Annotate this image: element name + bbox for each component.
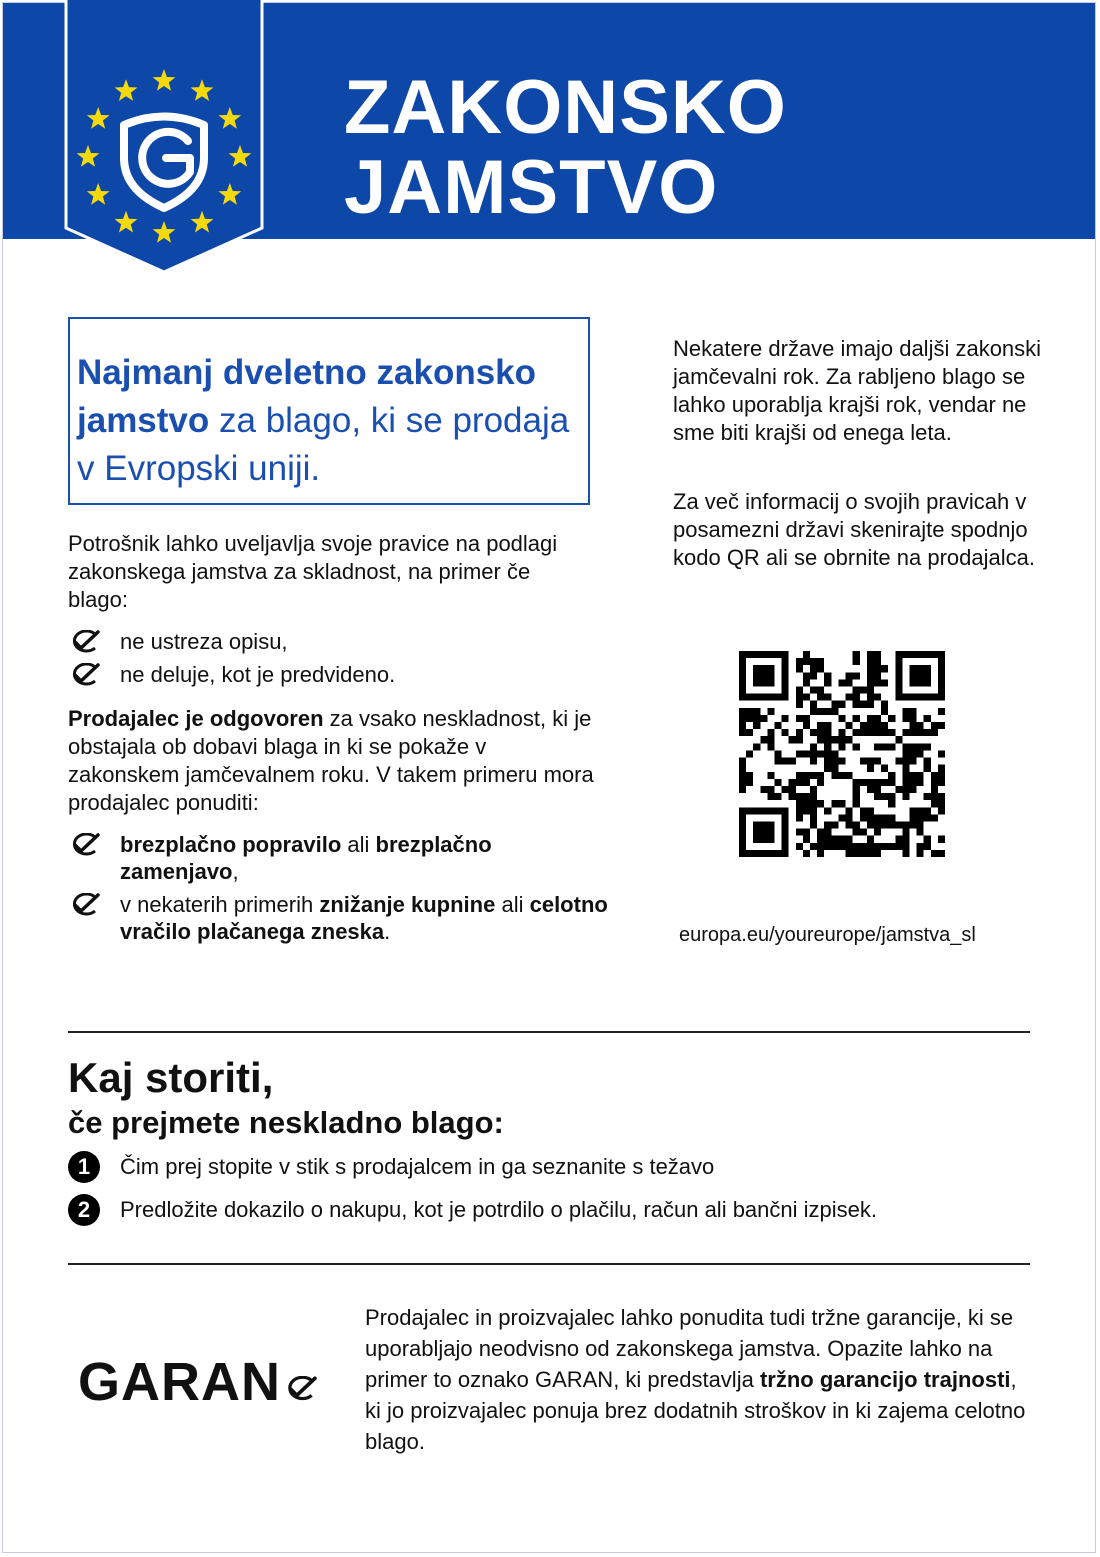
- remedy-2-bold-b: celotno vračilo plačanega zneska: [120, 892, 608, 944]
- list-item: [68, 1193, 877, 1227]
- list-item: [68, 1150, 877, 1184]
- seller-paragraph: [68, 705, 598, 817]
- step-number-1-icon: 1: [68, 1151, 100, 1183]
- intro-paragraph: Potrošnik lahko uveljavlja svoje pravice na podlagi zakonskega jamstva za skladnost, na primer če blago:: [68, 531, 558, 612]
- remedy-1-mid: ali: [341, 832, 376, 857]
- page-title: [344, 65, 787, 230]
- remedy-2-mid: ali: [495, 892, 530, 917]
- garan-paragraph: [365, 1302, 1035, 1457]
- page-title-line-2: JAMSTVO: [344, 145, 719, 230]
- step-text-2: Predložite dokazilo o nakupu, kot je potrdilo o plačilu, račun ali bančni izpisek.: [120, 1197, 877, 1222]
- highlight-box: [68, 317, 590, 505]
- remedies-list: [68, 831, 608, 951]
- highlight-rest: za blago, ki se prodaja v Evropski uniji.: [77, 401, 570, 488]
- list-item: [68, 628, 608, 655]
- remedy-2-pre: v nekaterih primerih: [120, 892, 320, 917]
- right-paragraph-1: Nekatere države imajo daljši zakonski jamčevalni rok. Za rabljeno blago se lahko uporablja krajši rok, vendar ne sme biti krajši od enega leta.: [673, 336, 1042, 445]
- divider: [68, 1263, 1030, 1265]
- highlight-bold: Najmanj dveletno zakonsko jamstvo: [77, 353, 537, 440]
- check-badge-icon: [68, 630, 100, 654]
- condition-1: ne ustreza opisu,: [120, 629, 288, 654]
- condition-2: ne deluje, kot je predvideno.: [120, 662, 396, 687]
- garan-logo-text: GARAN: [78, 1352, 281, 1412]
- step-text-1: Čim prej stopite v stik s prodajalcem in ga seznanite s težavo: [120, 1154, 715, 1179]
- steps-list: [68, 1150, 877, 1236]
- garan-text-1: Prodajalec in proizvajalec lahko ponudita tudi tržne garancije, ki se uporabljajo neodvisno od zakonskega jamstva. Opazite lahko na primer to oznako GARAN, ki predstavlja: [365, 1305, 1014, 1392]
- garan-check-icon: [283, 1376, 317, 1402]
- right-paragraph-2: Za več informacij o svojih pravicah v posamezni državi skenirajte spodnjo kodo QR ali se obrnite na prodajalca.: [673, 489, 1035, 570]
- eu-stars-shield-g-icon: [64, 0, 264, 280]
- steps-subtitle: če prejmete neskladno blago:: [68, 1105, 504, 1140]
- europa-url-link[interactable]: europa.eu/youreurope/jamstva_sl: [679, 924, 976, 946]
- garan-bold: tržno garancijo trajnosti: [759, 1367, 1011, 1392]
- garan-text-2: , ki jo proizvajalec ponuja brez dodatnih stroškov in ki zajema celotno blago.: [365, 1367, 1026, 1454]
- steps-title: Kaj storiti,: [68, 1054, 274, 1101]
- check-badge-icon: [68, 893, 100, 917]
- seller-bold: Prodajalec je odgovoren: [68, 706, 324, 731]
- step-number-2-icon: 2: [68, 1194, 100, 1226]
- conditions-list: [68, 628, 608, 694]
- list-item: [68, 891, 608, 945]
- qr-code-icon[interactable]: [739, 651, 945, 857]
- seller-rest: za vsako neskladnost, ki je obstajala ob dobavi blaga in ki se pokaže v zakonskem jamčevalnem roku. V takem primeru mora prodajalec ponuditi:: [68, 706, 594, 815]
- list-item: [68, 661, 608, 688]
- remedy-2-bold-a: znižanje kupnine: [319, 892, 496, 917]
- remedy-1-end: ,: [232, 859, 239, 884]
- remedy-1-bold-b: brezplačno zamenjavo: [120, 832, 492, 884]
- divider: [68, 1031, 1030, 1033]
- check-badge-icon: [68, 833, 100, 857]
- remedy-1-bold-a: brezplačno popravilo: [120, 832, 342, 857]
- check-badge-icon: [68, 663, 100, 687]
- page-title-line-1: ZAKONSKO: [344, 65, 787, 150]
- list-item: [68, 831, 608, 885]
- garan-logo: [78, 1352, 317, 1412]
- remedy-2-end: .: [384, 919, 391, 944]
